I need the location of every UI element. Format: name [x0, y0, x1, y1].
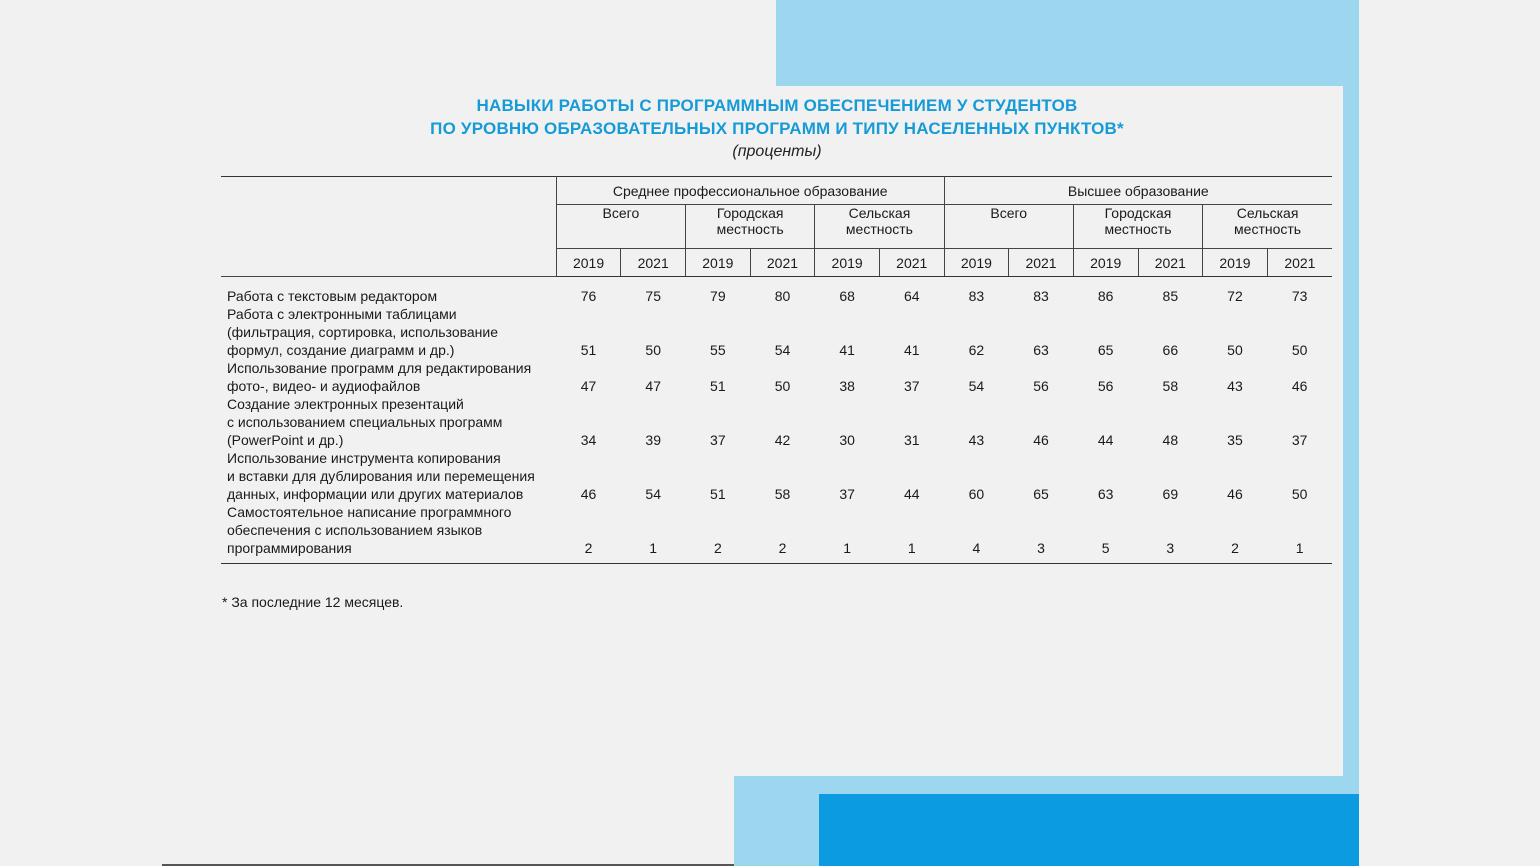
value-cell: 1	[621, 503, 686, 564]
group-header	[686, 205, 815, 249]
value-cell: 58	[774, 486, 791, 502]
table-row	[221, 305, 1332, 359]
row-label-line: Создание электронных презентаций	[227, 396, 464, 412]
value-cell: 4	[944, 503, 1009, 564]
value-cell: 48	[1162, 432, 1179, 448]
value-cell: 51	[710, 378, 726, 394]
value-cell: 37	[710, 432, 726, 448]
value-cell: 1	[879, 503, 944, 564]
value-cell: 5	[1073, 503, 1138, 564]
table-row	[221, 359, 1332, 395]
row-label-line: формул, создание диаграмм и др.)	[227, 342, 455, 358]
value-cell: 2	[686, 503, 751, 564]
value-cell: 39	[645, 432, 661, 448]
row-label	[221, 503, 556, 564]
row-label	[221, 305, 556, 359]
value-cell: 47	[645, 378, 661, 394]
title-line-2: ПО УРОВНЮ ОБРАЗОВАТЕЛЬНЫХ ПРОГРАММ И ТИПУ НАСЕЛЕННЫХ ПУНКТОВ*	[430, 119, 1124, 138]
year-header: 2021	[879, 249, 944, 277]
value-cell: 72	[1227, 288, 1243, 304]
level-header: Высшее образование	[944, 177, 1332, 205]
value-cell: 51	[710, 486, 726, 502]
value-cell: 83	[1033, 288, 1049, 304]
row-label-line: (фильтрация, сортировка, использование	[227, 324, 499, 340]
value-cell: 50	[645, 342, 661, 358]
value-cell: 65	[1097, 342, 1114, 358]
value-cell: 37	[903, 378, 920, 394]
row-label-line: Использование инструмента копирования	[227, 450, 501, 466]
group-header-line: местность	[1104, 221, 1172, 237]
value-cell: 3	[1138, 503, 1203, 564]
year-header: 2021	[750, 249, 815, 277]
value-cell: 76	[580, 288, 597, 304]
group-header-line: местность	[845, 221, 913, 237]
value-cell: 69	[1162, 486, 1179, 502]
stub-header	[221, 177, 556, 277]
value-cell: 55	[710, 342, 726, 358]
value-cell: 58	[1162, 378, 1179, 394]
value-cell: 46	[1291, 378, 1308, 394]
table-title	[162, 94, 1392, 163]
group-header-line: Городская	[716, 205, 784, 221]
title-line-1: НАВЫКИ РАБОТЫ С ПРОГРАММНЫМ ОБЕСПЕЧЕНИЕМ У СТУДЕНТОВ	[476, 96, 1078, 115]
group-header	[815, 205, 944, 249]
value-cell: 68	[839, 288, 855, 304]
value-cell: 73	[1291, 288, 1308, 304]
row-label-line: с использованием специальных программ	[227, 414, 503, 430]
value-cell: 85	[1162, 288, 1179, 304]
value-cell: 63	[1033, 342, 1049, 358]
value-cell: 75	[645, 288, 661, 304]
value-cell: 79	[710, 288, 726, 304]
value-cell: 31	[903, 432, 920, 448]
value-cell: 83	[968, 288, 985, 304]
value-cell: 34	[580, 432, 597, 448]
group-header-line: Сельская	[848, 205, 911, 221]
value-cell: 56	[1033, 378, 1049, 394]
year-header: 2019	[944, 249, 1009, 277]
row-label-line: обеспечения с использованием языков	[227, 522, 483, 538]
value-cell: 38	[839, 378, 855, 394]
units-subtitle: (проценты)	[732, 143, 822, 160]
row-label-line: программирования	[227, 540, 352, 556]
group-header-line: местность	[1234, 221, 1302, 237]
group-header-line: Сельская	[1236, 205, 1299, 221]
year-header: 2021	[1267, 249, 1332, 277]
value-cell: 64	[903, 288, 920, 304]
year-header: 2019	[1073, 249, 1138, 277]
year-header: 2019	[686, 249, 751, 277]
row-label-line: фото-, видео- и аудиофайлов	[227, 378, 421, 394]
value-cell: 2	[556, 503, 621, 564]
row-label-line: Самостоятельное написание программного	[227, 504, 512, 520]
table-row	[221, 449, 1332, 503]
value-cell: 54	[645, 486, 661, 502]
group-header	[1073, 205, 1202, 249]
value-cell: 2	[1203, 503, 1268, 564]
value-cell: 2	[750, 503, 815, 564]
row-label	[221, 449, 556, 503]
value-cell: 1	[815, 503, 880, 564]
value-cell: 3	[1009, 503, 1074, 564]
value-cell: 54	[774, 342, 791, 358]
value-cell: 66	[1162, 342, 1179, 358]
group-header-line: местность	[716, 221, 784, 237]
group-header	[944, 205, 1073, 249]
group-header-line: Всего	[602, 205, 640, 221]
value-cell: 41	[903, 342, 920, 358]
value-cell: 35	[1227, 432, 1243, 448]
value-cell: 65	[1033, 486, 1049, 502]
year-header: 2021	[621, 249, 686, 277]
value-cell: 42	[774, 432, 791, 448]
year-header: 2019	[556, 249, 621, 277]
value-cell: 46	[1033, 432, 1049, 448]
value-cell: 54	[968, 378, 985, 394]
data-table	[221, 176, 1332, 564]
value-cell: 50	[1291, 342, 1308, 358]
row-label-line: Работа с текстовым редактором	[227, 288, 438, 304]
value-cell: 44	[1097, 432, 1114, 448]
value-cell: 86	[1097, 288, 1114, 304]
value-cell: 43	[968, 432, 985, 448]
row-label-line: (PowerPoint и др.)	[227, 432, 344, 448]
row-label-line: и вставки для дублирования или перемещения	[227, 468, 535, 484]
value-cell: 30	[839, 432, 855, 448]
year-header: 2019	[815, 249, 880, 277]
value-cell: 80	[774, 288, 791, 304]
value-cell: 56	[1097, 378, 1114, 394]
value-cell: 37	[1291, 432, 1308, 448]
decor-bottom-dark-block	[819, 794, 1359, 866]
row-label	[221, 277, 556, 306]
row-label-line: данных, информации или других материалов	[227, 486, 524, 502]
value-cell: 37	[839, 486, 855, 502]
value-cell: 47	[580, 378, 597, 394]
value-cell: 44	[903, 486, 920, 502]
row-label-line: Использование программ для редактирования	[227, 360, 532, 376]
value-cell: 62	[968, 342, 985, 358]
value-cell: 63	[1097, 486, 1114, 502]
value-cell: 51	[580, 342, 597, 358]
value-cell: 1	[1267, 503, 1332, 564]
year-header: 2021	[1138, 249, 1203, 277]
table-row	[221, 277, 1332, 306]
value-cell: 50	[1291, 486, 1308, 502]
row-label	[221, 395, 556, 449]
row-label	[221, 359, 556, 395]
row-label-line: Работа с электронными таблицами	[227, 306, 457, 322]
group-header	[556, 205, 685, 249]
year-header: 2021	[1009, 249, 1074, 277]
value-cell: 43	[1227, 378, 1243, 394]
year-header: 2019	[1203, 249, 1268, 277]
value-cell: 50	[1227, 342, 1243, 358]
value-cell: 50	[774, 378, 791, 394]
group-header-line: Городская	[1104, 205, 1172, 221]
footnote: * За последние 12 месяцев.	[222, 594, 404, 610]
level-header: Среднее профессиональное образование	[556, 177, 944, 205]
table-row	[221, 395, 1332, 449]
value-cell: 46	[1227, 486, 1243, 502]
value-cell: 46	[580, 486, 597, 502]
value-cell: 60	[968, 486, 985, 502]
table-row	[221, 503, 1332, 564]
decor-top-band	[776, 0, 1359, 86]
group-header-line: Всего	[990, 205, 1028, 221]
group-header	[1203, 205, 1332, 249]
value-cell: 41	[839, 342, 855, 358]
